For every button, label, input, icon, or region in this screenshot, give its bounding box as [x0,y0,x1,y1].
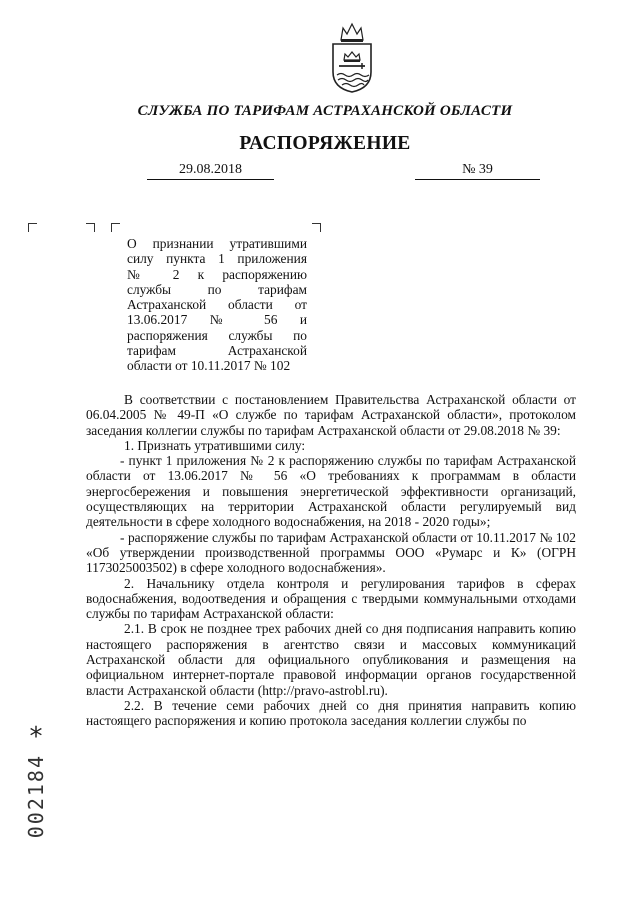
subject-line: О признании утратившими [127,236,307,251]
corner-mark-top-left [28,223,37,232]
corner-mark-subject-left [111,223,120,232]
subject-line: № 2 к распоряжению [127,266,307,282]
body-paragraph: 2.2. В течение семи рабочих дней со дня принятия направить копию настоящего распоряжения и копию протокола заседания коллегии службы по [86,697,576,729]
corner-mark-top-right [86,223,95,232]
body-paragraph: В соответствии с постановлением Правительства Астраханской области от 06.04.2005 № 49-П «О службе по тарифам Астраханской области», протоколом заседания коллегии службы по тарифам Астраханской области от 29.08.2018 № 39: [86,392,576,438]
subject-line: области от 10.11.2017 № 102 [127,358,291,374]
body-paragraph: - распоряжение службы по тарифам Астраханской области от 10.11.2017 № 102 «Об утверждении производственной программы ООО «Румарс и К» (ОГРН 1173025003502) в сфере холодного водоснабжения». [86,529,576,576]
registration-code: 002184 [24,754,48,839]
document-title: РАСПОРЯЖЕНИЕ [239,133,411,154]
document-body [86,392,576,729]
subject-line: службы по тарифам [127,281,307,297]
subject-line: тарифам Астраханской [127,343,307,359]
body-paragraph: 2.1. В срок не позднее трех рабочих дней со дня подписания направить копию настоящего распоряжения в агентство связи и массовых коммуникаций Астраханской области для официального опубликования и размещения на официальном интернет-портале правовой информации органов государственной власти Астраханской области (http://pravo-astrobl.ru). [86,621,576,698]
subject-line: силу пункта 1 приложения [127,251,307,267]
organization-name: СЛУЖБА ПО ТАРИФАМ АСТРАХАНСКОЙ ОБЛАСТИ [137,103,513,119]
document-date: 29.08.2018 [147,162,274,180]
subject-block [127,236,307,374]
coat-of-arms-icon [329,22,375,94]
corner-mark-subject-right [312,223,321,232]
registration-stamp [22,724,50,838]
document-number: № 39 [415,162,540,180]
body-paragraph: - пункт 1 приложения № 2 к распоряжению службы по тарифам Астраханской области от 13.06.2017 № 56 «О требованиях к программам в области энергосбережения и повышения энергетической эффективности организаций, осуществляющих на территории Астраханской области регулируемый вид деятельности в сфере холодного водоснабжения, на 2018 - 2020 годы»; [86,453,576,530]
subject-line: 13.06.2017 № 56 и [127,312,307,328]
subject-line: Астраханской области от [127,297,307,313]
body-paragraph: 1. Признать утратившими силу: [124,437,306,453]
body-paragraph: 2. Начальнику отдела контроля и регулирования тарифов в сферах водоснабжения, водоотведения и обращения с твердыми коммунальными отходами службы по тарифам Астраханской области: [86,575,576,622]
asterisk-mark: * [29,722,43,752]
subject-line: распоряжения службы по [127,327,307,343]
